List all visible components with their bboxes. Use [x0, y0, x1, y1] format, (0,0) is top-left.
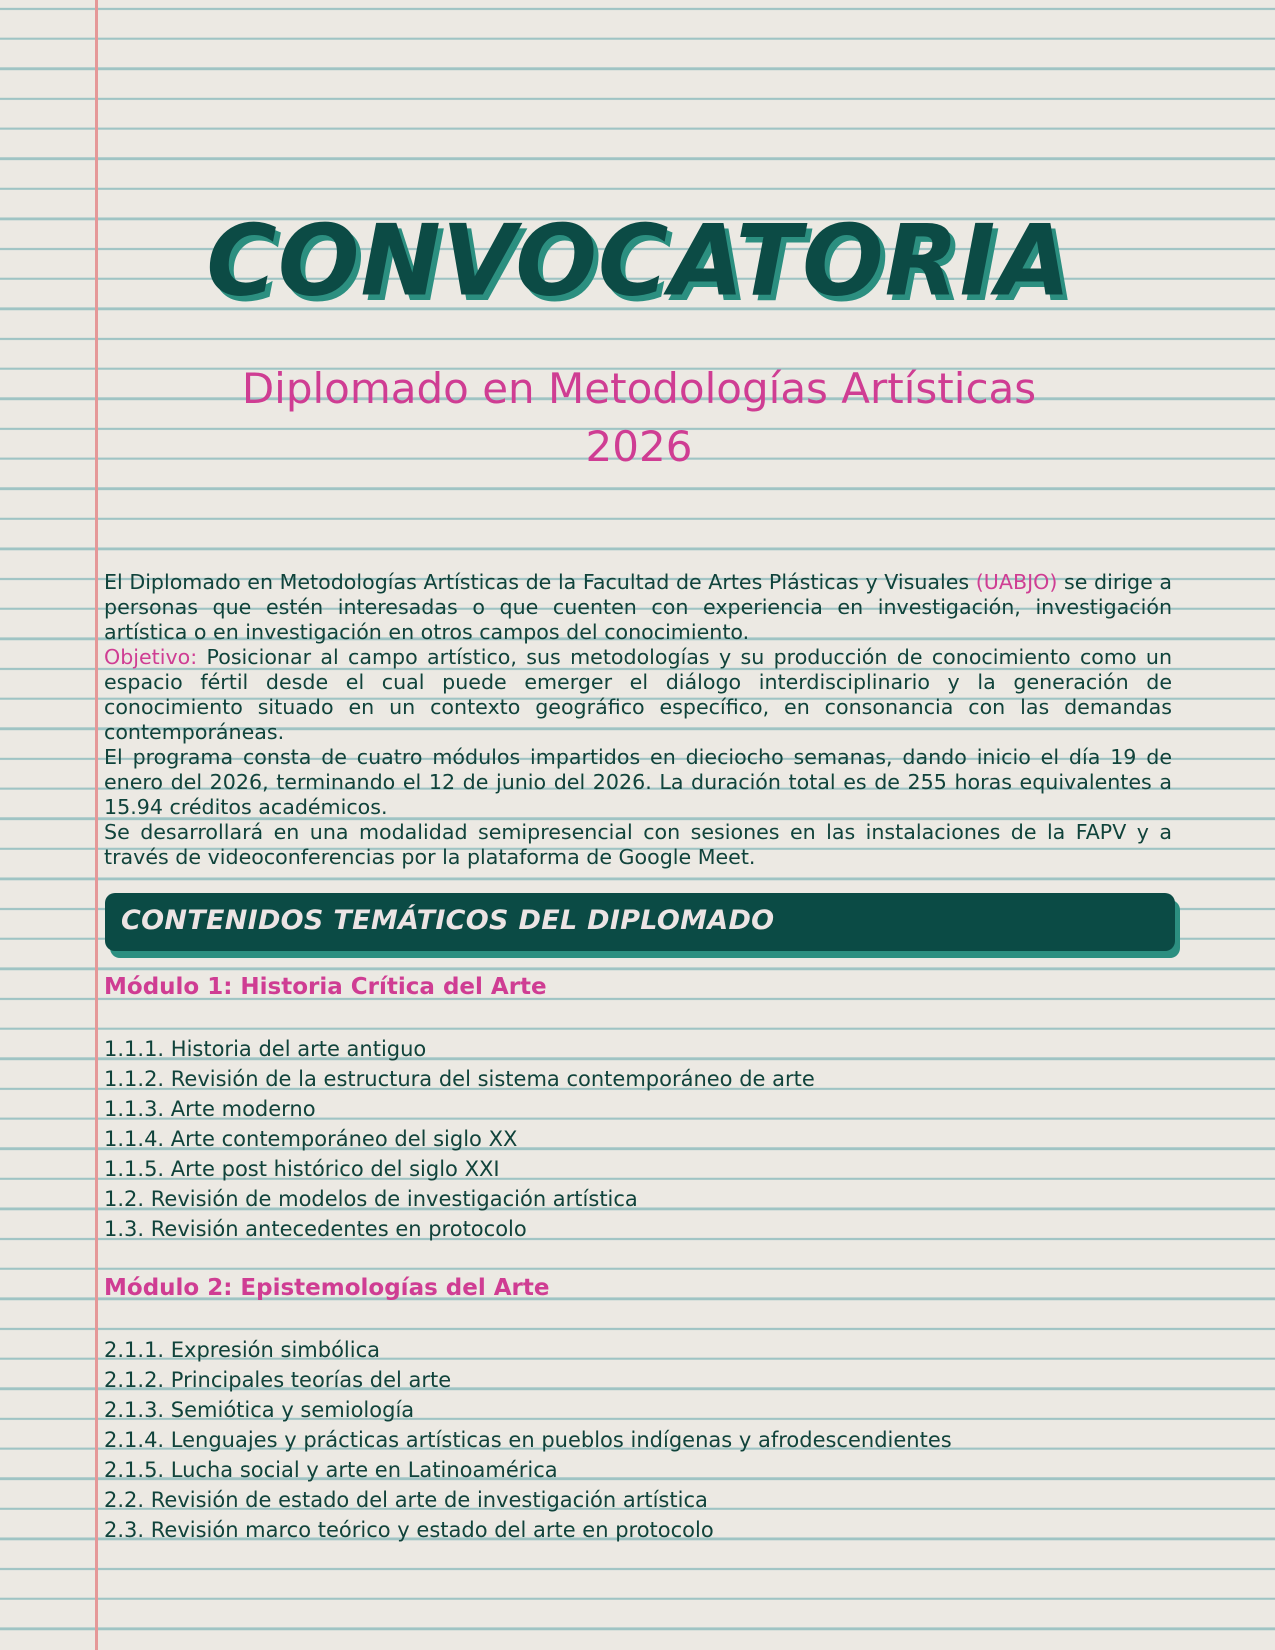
list-item: 1.1.3. Arte moderno	[104, 1097, 316, 1121]
section-banner	[105, 893, 1175, 951]
module-title: Módulo 2: Epistemologías del Arte	[104, 1275, 550, 1301]
module-item-list	[104, 1034, 1174, 1244]
module-title: Módulo 1: Historia Crítica del Arte	[104, 974, 547, 1000]
list-item: 1.1.5. Arte post histórico del siglo XXI	[104, 1157, 500, 1181]
list-item: 2.1.1. Expresión simbólica	[104, 1338, 381, 1362]
objective-label: Objetivo:	[104, 645, 198, 669]
list-item: 2.1.5. Lucha social y arte en Latinoamérica	[104, 1458, 558, 1482]
notebook-margin-line	[95, 0, 98, 1650]
list-item: 1.1.1. Historia del arte antiguo	[104, 1037, 427, 1061]
list-item: 2.3. Revisión marco teórico y estado del arte en protocolo	[104, 1518, 714, 1542]
program-paragraph: El programa consta de cuatro módulos impartidos en dieciocho semanas, dando inicio el día 19 de enero del 2026, terminando el 12 de junio del 2026. La duración total es de 255 horas equivalentes a 15.94 créditos académicos.	[104, 745, 1172, 819]
module-1	[104, 974, 1174, 1244]
uabjo-highlight: (UABJO)	[975, 570, 1058, 594]
objective-text: Posicionar al campo artístico, sus metodologías y su producción de conocimiento como un espacio fértil desde el cual puede emerger el diálogo interdisciplinario y la generación de conocimiento situado en un contexto geográfico específico, en consonancia con las demandas contemporáneas.	[104, 645, 1172, 744]
intro-text	[104, 570, 1172, 870]
subtitle-line-1: Diplomado en Metodologías Artísticas	[241, 364, 1037, 413]
intro-paragraph-1	[104, 570, 1172, 645]
subtitle-line-2: 2026	[585, 422, 693, 471]
module-item-list	[104, 1335, 1174, 1545]
list-item: 2.1.4. Lenguajes y prácticas artísticas en pueblos indígenas y afrodescendientes	[104, 1428, 952, 1452]
objective-paragraph	[104, 645, 1172, 745]
list-item: 1.2. Revisión de modelos de investigación artística	[104, 1187, 638, 1211]
list-item: 1.1.4. Arte contemporáneo del siglo XX	[104, 1127, 518, 1151]
list-item: 2.2. Revisión de estado del arte de investigación artística	[104, 1488, 708, 1512]
page-title: CONVOCATORIA	[206, 203, 1072, 319]
intro-text-segment: se dirige a personas que estén interesadas o que cuenten con experiencia en investigación, investigación artística o en investigación en otros campos del conocimiento.	[104, 570, 1172, 644]
module-2	[104, 1275, 1174, 1545]
page-subtitle	[104, 360, 1174, 476]
list-item: 2.1.3. Semiótica y semiología	[104, 1398, 415, 1422]
list-item: 1.3. Revisión antecedentes en protocolo	[104, 1217, 527, 1241]
intro-text-segment: El Diplomado en Metodologías Artísticas de la Facultad de Artes Plásticas y Visuales	[104, 570, 976, 594]
list-item: 2.1.2. Principales teorías del arte	[104, 1368, 452, 1392]
list-item: 1.1.2. Revisión de la estructura del sistema contemporáneo de arte	[104, 1067, 815, 1091]
banner-label: CONTENIDOS TEMÁTICOS DEL DIPLOMADO	[121, 905, 775, 936]
modality-paragraph: Se desarrollará en una modalidad semipresencial con sesiones en las instalaciones de la FAPV y a través de videoconferencias por la plataforma de Google Meet.	[104, 820, 1172, 869]
